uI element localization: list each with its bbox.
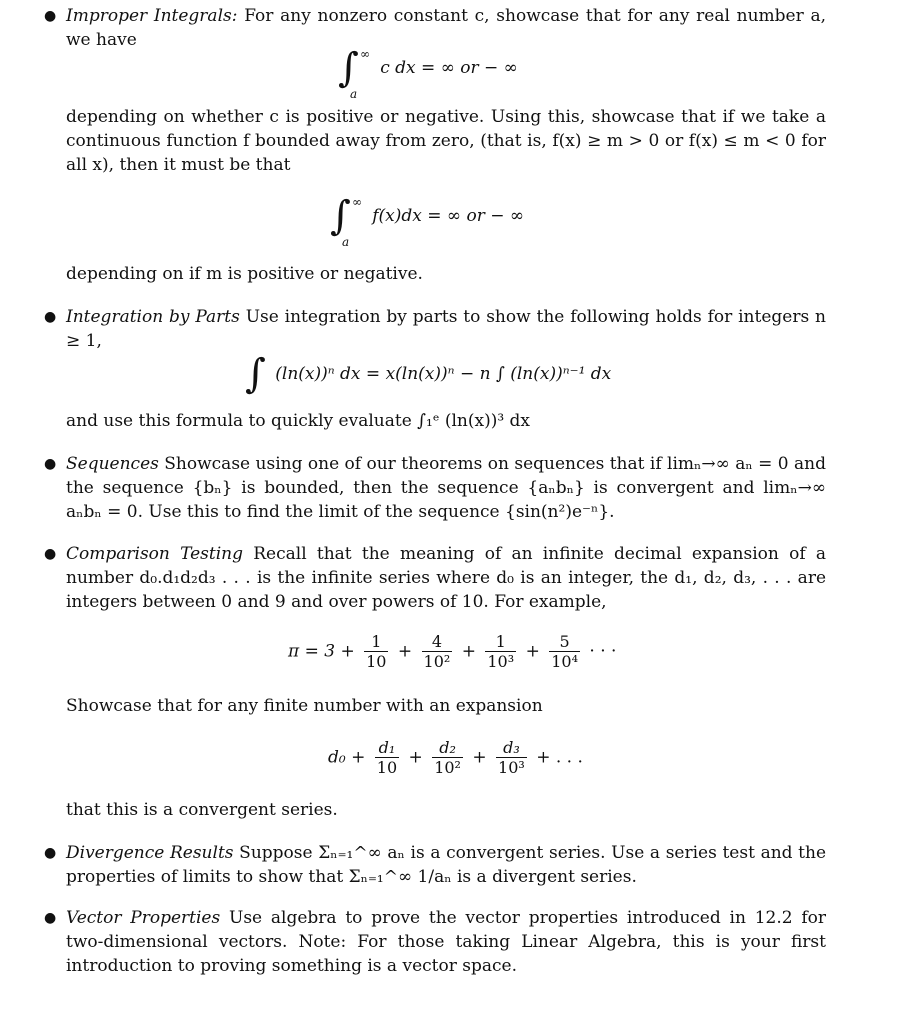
item-end-text: that this is a convergent series. <box>66 800 338 820</box>
bullet-icon: ● <box>44 546 57 562</box>
item-end-text: and use this formula to quickly evaluate ∫₁ᵉ (ln(x))³ dx <box>66 411 531 431</box>
equation-function-integral: ∫ ∞ a f(x)dx = ∞ or − ∞ <box>330 193 525 249</box>
bullet-icon: ● <box>44 845 57 861</box>
item-text: Showcase using one of our theorems on sequences that if limₙ→∞ aₙ = 0 and the sequence {bₙ} is bounded, then the sequence {aₙbₙ} is convergent and limₙ→∞ aₙbₙ = 0. Use this to find the limit of the sequence {sin(n²)e⁻ⁿ}. <box>66 454 826 522</box>
bullet-icon: ● <box>44 910 57 926</box>
equation-digit-expansion: d₀ + $\frac{\text{d₁}}{10}$ + $\frac{\text{d₂}}{\text{10²}}$ + $\frac{\text{d₃}}{\text{10³}}$ + . . . <box>328 738 583 777</box>
item-heading: Comparison Testing <box>66 544 243 564</box>
item-mid-text: Showcase that for any finite number with an expansion <box>66 696 543 716</box>
fraction: $\frac{\text{d₃}}{\text{10³}}$ <box>498 738 525 777</box>
equation-constant-integral: ∫ ∞ a c dx = ∞ or − ∞ <box>338 45 518 101</box>
item-comparison-testing <box>44 542 826 614</box>
integral-sign-icon: ∫ <box>330 193 351 239</box>
item-improper-integrals <box>44 4 826 52</box>
bullet-icon: ● <box>44 456 57 472</box>
bullet-icon: ● <box>44 8 57 24</box>
item-intro: For any nonzero constant c, showcase that for any real number a, we have <box>66 6 826 50</box>
item-heading: Divergence Results <box>66 843 234 863</box>
item-heading: Integration by Parts <box>66 307 240 327</box>
item-heading: Sequences <box>66 454 159 474</box>
item-heading: Vector Properties <box>66 908 221 928</box>
item-text: Suppose Σₙ₌₁^∞ aₙ is a convergent series. Use a series test and the properties of limits to show that Σₙ₌₁^∞ 1/aₙ is a divergent series. <box>66 843 827 887</box>
fraction: $\frac{4}{\text{10²}}$ <box>423 632 451 671</box>
fraction: $\frac{\text{d₂}}{\text{10²}}$ <box>434 738 461 777</box>
fraction: $\frac{\text{d₁}}{10}$ <box>376 738 398 777</box>
item-intro: Recall that the meaning of an infinite decimal expansion of a number d₀.d₁d₂d₃ . . . is the infinite series where d₀ is an integer, the d₁, d₂, d₃, . . . are integers between 0 and 9 and over powers of 10. For example, <box>66 544 826 612</box>
equation-pi-expansion: π = 3 + $\frac{1}{10}$ + $\frac{4}{\text{10²}}$ + $\frac{1}{\text{10³}}$ + $\frac{5}{\text{10⁴}}$ · · · <box>288 632 617 671</box>
item-vector-properties <box>44 906 826 978</box>
item-divergence-results <box>44 841 827 889</box>
item-intro: Use integration by parts to show the following holds for integers n ≥ 1, <box>66 307 826 351</box>
fraction: $\frac{5}{\text{10⁴}}$ <box>551 632 578 671</box>
item-mid-text: depending on whether c is positive or negative. Using this, showcase that if we take a continuous function f bounded away from zero, (that is, f(x) ≥ m > 0 or f(x) ≤ m < 0 for all x), then it must be that <box>66 107 826 175</box>
fraction: $\frac{1}{10}$ <box>366 632 387 671</box>
bullet-icon: ● <box>44 309 57 325</box>
item-text: Use algebra to prove the vector properties introduced in 12.2 for two-dimensional vectors. Note: For those taking Linear Algebra, this is your first introduction to proving something is a vector space. <box>66 908 826 976</box>
equation-parts-formula: ∫ (ln(x))ⁿ dx = x(ln(x))ⁿ − n ∫ (ln(x))ⁿ⁻¹ dx <box>245 351 612 397</box>
integral-sign-icon: ∫ <box>245 351 266 397</box>
fraction: $\frac{1}{\text{10³}}$ <box>487 632 515 671</box>
item-sequences <box>44 452 826 524</box>
item-heading: Improper Integrals: <box>66 6 238 26</box>
item-integration-by-parts <box>44 305 826 353</box>
integral-sign-icon: ∫ <box>338 45 359 91</box>
item-end-text: depending on if m is positive or negative. <box>66 264 423 284</box>
